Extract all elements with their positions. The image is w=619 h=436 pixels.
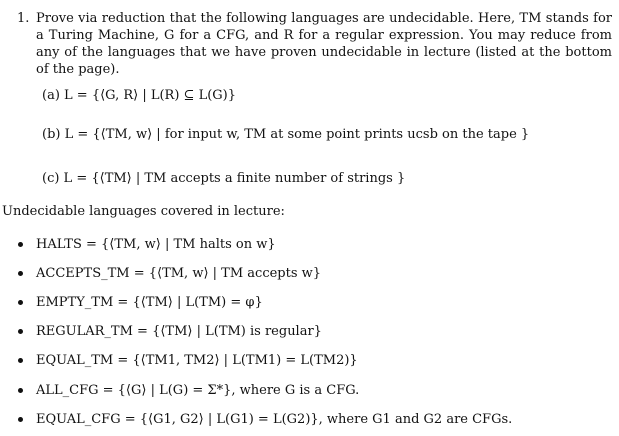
lecture-item-text: ACCEPTS_TM = {⟨TM, w⟩ | TM accepts w} — [36, 266, 322, 281]
problem-number: 1. — [17, 11, 30, 26]
bullet-icon — [18, 329, 23, 334]
part-c: (c) L = {⟨TM⟩ | TM accepts a finite number of strings } — [42, 171, 406, 186]
part-a: (a) L = {⟨G, R⟩ | L(R) ⊆ L(G)} — [42, 88, 237, 103]
lecture-item-text: REGULAR_TM = {⟨TM⟩ | L(TM) is regular} — [36, 324, 322, 339]
lecture-item-text: HALTS = {⟨TM, w⟩ | TM halts on w} — [36, 237, 276, 252]
bullet-icon — [18, 388, 23, 393]
bullet-icon — [18, 271, 23, 276]
bullet-icon — [18, 358, 23, 363]
part-b: (b) L = {⟨TM, w⟩ | for input w, TM at some point prints ucsb on the tape } — [42, 127, 530, 142]
lecture-item-text: ALL_CFG = {⟨G⟩ | L(G) = Σ*}, where G is a CFG. — [36, 383, 360, 398]
bullet-icon — [18, 242, 23, 247]
lecture-item-text: EQUAL_CFG = {⟨G1, G2⟩ | L(G1) = L(G2)}, where G1 and G2 are CFGs. — [36, 412, 513, 427]
lecture-item-text: EMPTY_TM = {⟨TM⟩ | L(TM) = φ} — [36, 295, 263, 310]
lecture-heading: Undecidable languages covered in lecture: — [2, 204, 285, 219]
bullet-icon — [18, 300, 23, 305]
bullet-icon — [18, 417, 23, 422]
lecture-item-text: EQUAL_TM = {⟨TM1, TM2⟩ | L(TM1) = L(TM2)} — [36, 353, 358, 368]
problem-statement: Prove via reduction that the following languages are undecidable. Here, TM stands for a Turing Machine, G for a CFG, and R for a regular expression. You may reduce from any of the languages that we have proven undecidable in lecture (listed at the bottom of the page). — [36, 11, 612, 77]
